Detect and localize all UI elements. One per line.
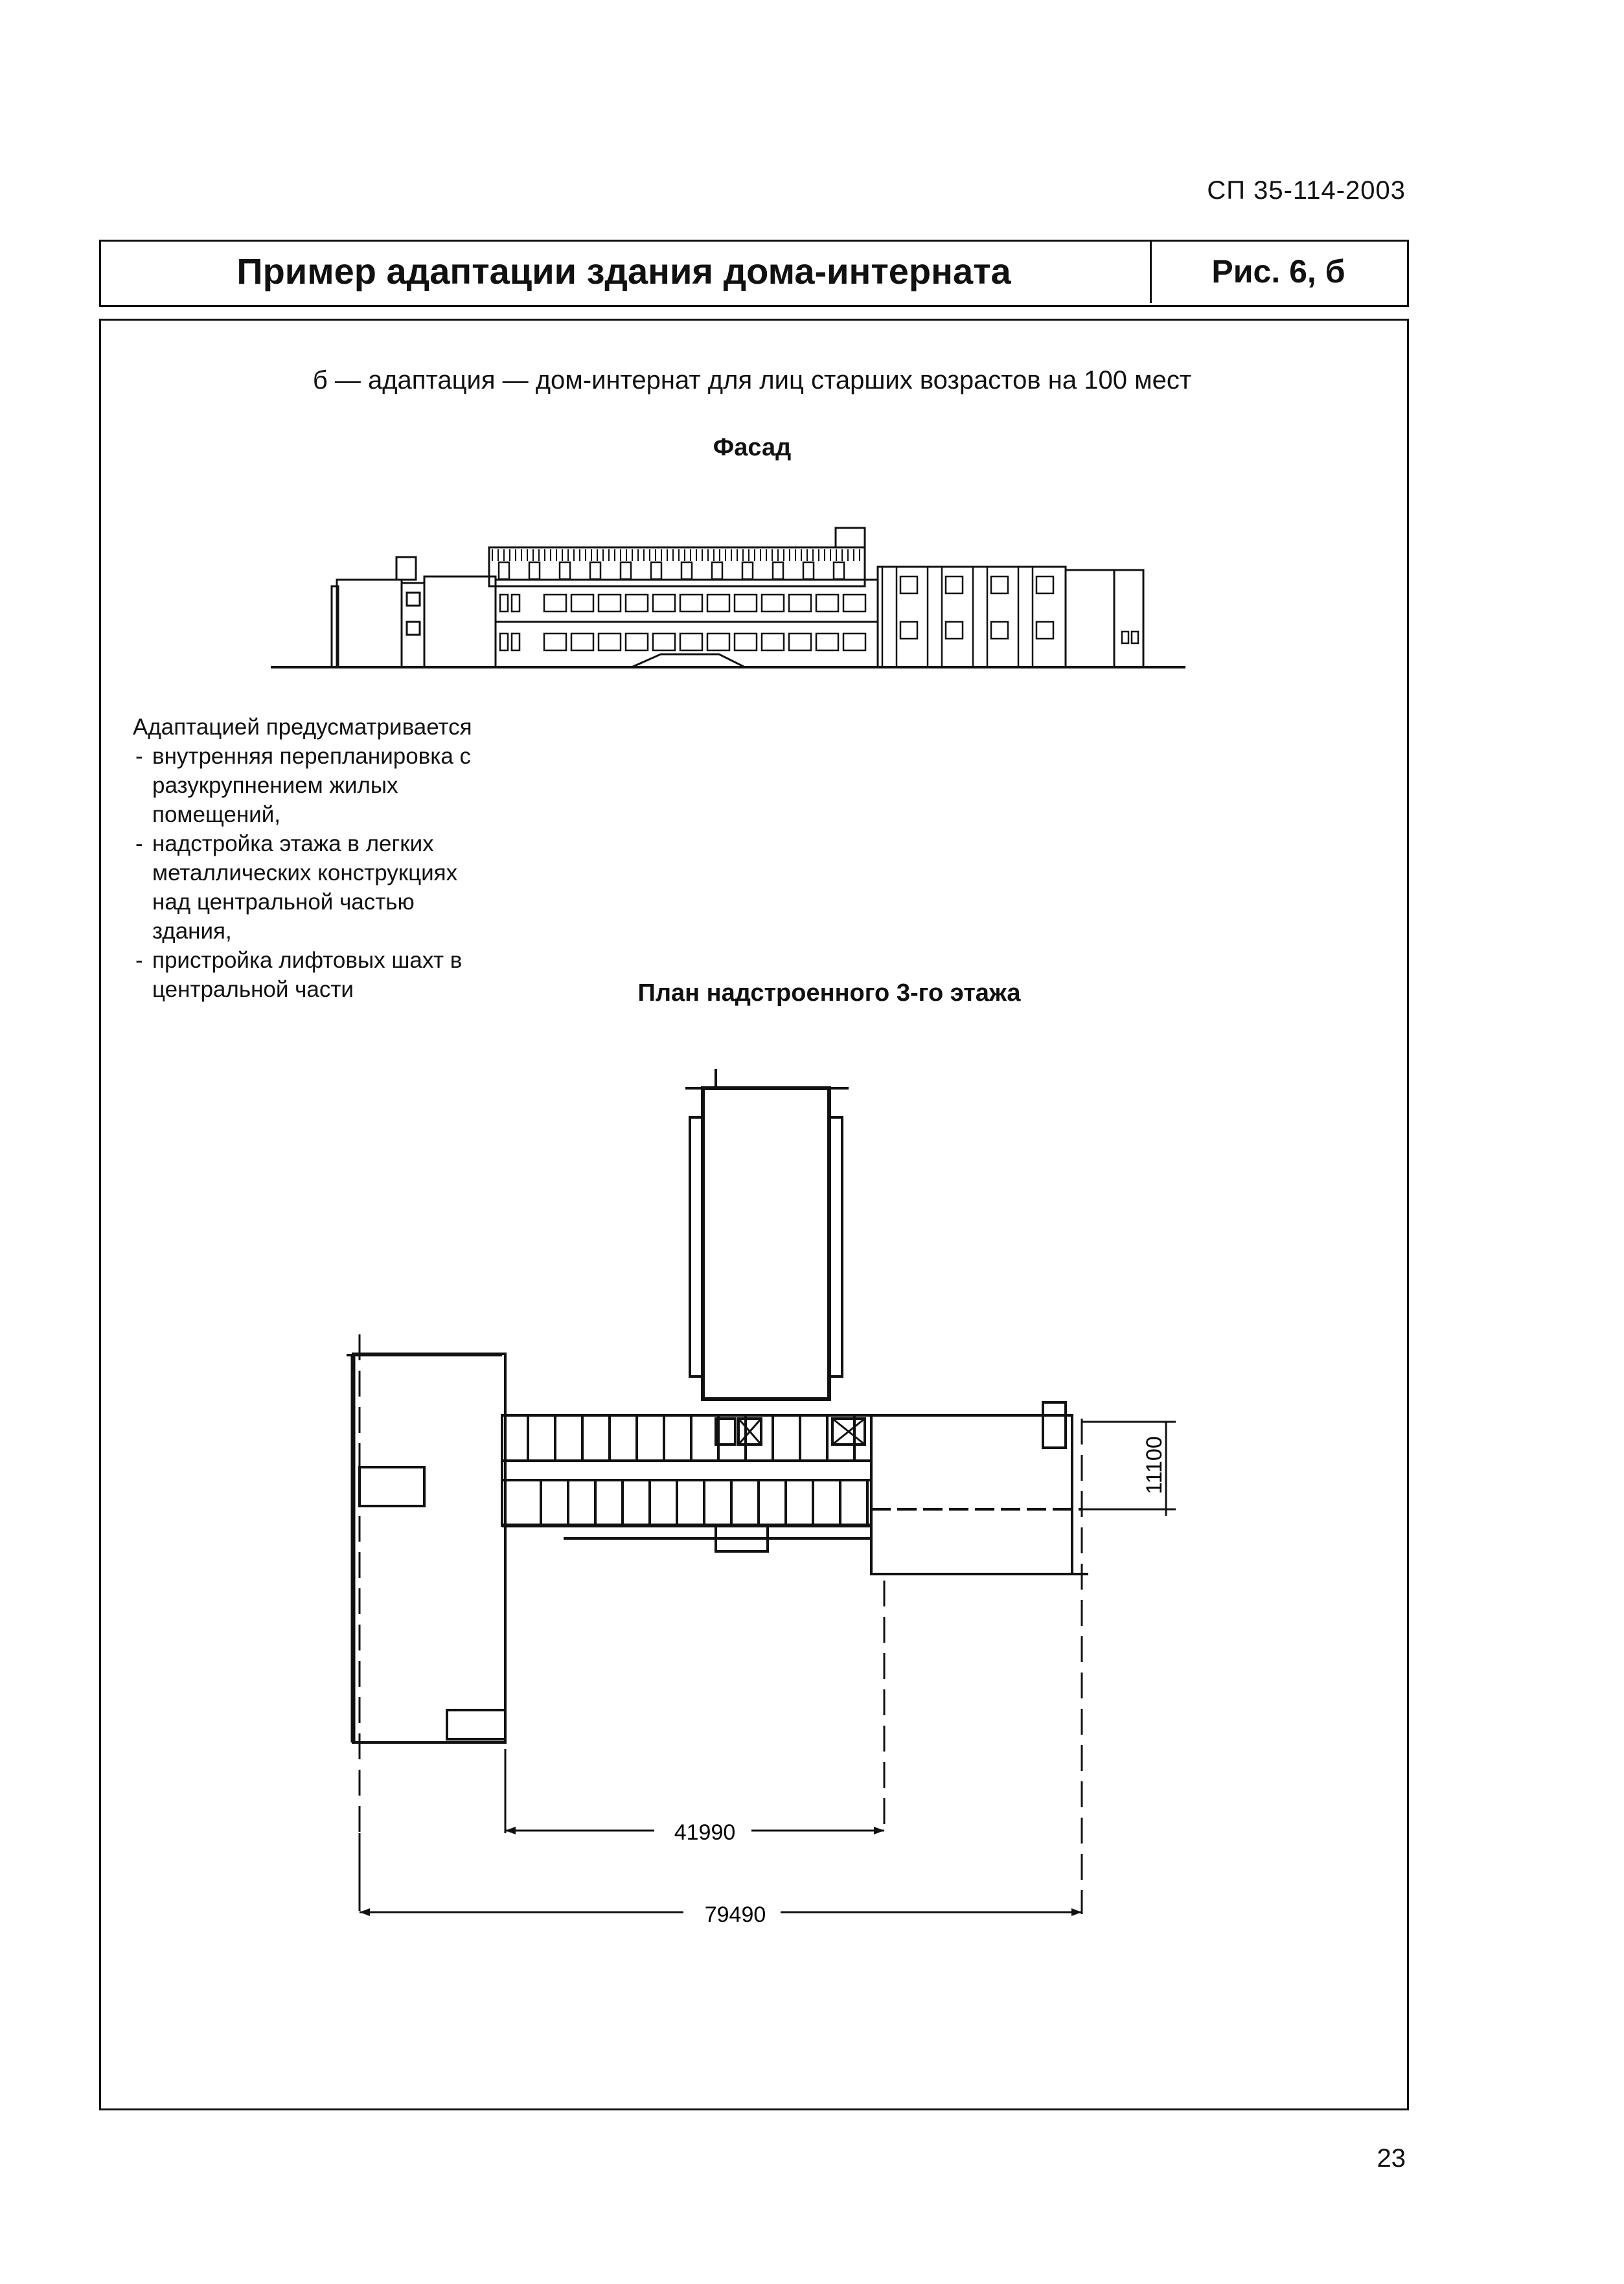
plan-title: План надстроенного 3-го этажа bbox=[637, 979, 1021, 1007]
notes-item: - пристройка лифтовых шахт в центральной части bbox=[133, 946, 496, 1004]
page-number: 23 bbox=[1377, 2144, 1406, 2173]
figure-subtitle: б — адаптация — дом-интернат для лиц старших возрастов на 100 мест bbox=[312, 366, 1192, 394]
dimension-inner-width: 41990 bbox=[674, 1820, 736, 1845]
dimension-vertical: 11100 bbox=[1142, 1436, 1167, 1494]
dimension-total-width: 79490 bbox=[704, 1902, 766, 1927]
notes-item: - надстройка этажа в легких металлических конструкциях над центральной частью здания, bbox=[133, 829, 496, 946]
document-code: СП 35-114-2003 bbox=[1207, 176, 1406, 205]
page-title: Пример адаптации здания дома-интерната bbox=[236, 251, 1011, 291]
notes-intro: Адаптацией предусматривается bbox=[133, 714, 472, 740]
notes-item: - внутренняя перепланировка с разукрупнением жилых помещений, bbox=[133, 742, 496, 829]
facade-title: Фасад bbox=[713, 434, 792, 461]
figure-reference: Рис. 6, б bbox=[1211, 253, 1345, 290]
